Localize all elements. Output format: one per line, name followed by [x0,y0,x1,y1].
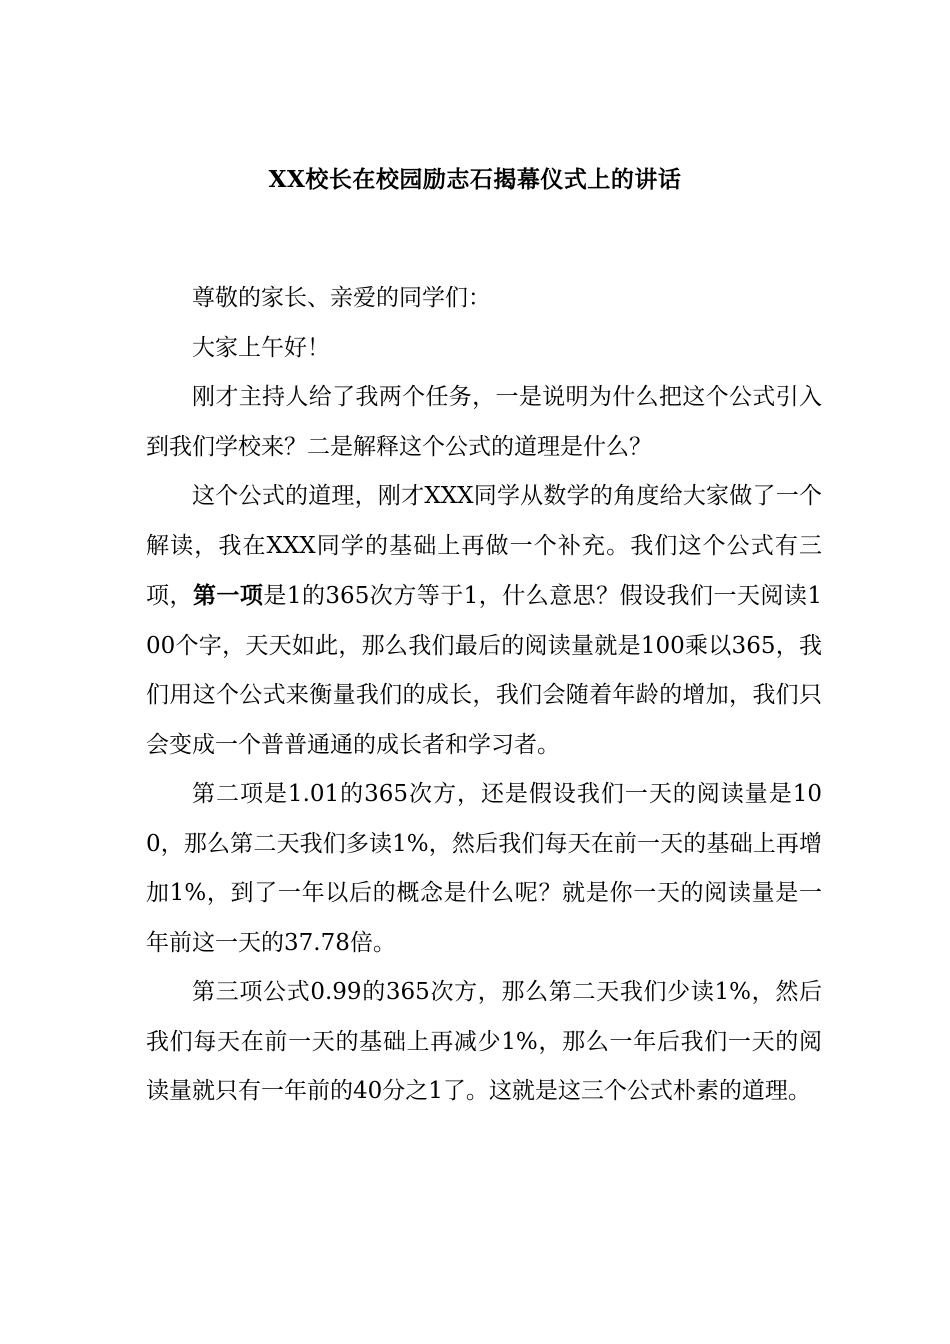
paragraph-first-term-intro: 这个公式的道理，刚才XXX同学从数学的角度给大家做了一个解读，我在XXX同学的基础上再做一个补充。我们这个公式有三项， [146,483,822,609]
paragraph-tasks: 刚才主持人给了我两个任务，一是说明为什么把这个公式引入到我们学校来？二是解释这个公式的道理是什么？ [146,384,822,460]
paragraph-first-term-rest: 是1的365次方等于1，什么意思？假设我们一天阅读100个字，天天如此，那么我们最后的阅读量就是100乘以365，我们用这个公式来衡量我们的成长，我们会随着年龄的增加，我们只会变成一个普普通通的成长者和学习者。 [146,583,823,758]
first-term-bold-label: 第一项 [192,582,264,609]
paragraph-second-term: 第二项是1.01的365次方，还是假设我们一天的阅读量是100，那么第二天我们多读1%，然后我们每天在前一天的基础上再增加1%，到了一年以后的概念是什么呢？就是你一天的阅读量是一年前这一天的37.78倍。 [146,781,822,956]
greeting-paragraph: 大家上午好！ [192,334,330,361]
paragraph-first-term [146,472,822,770]
document-title: XX校长在校园励志石揭幕仪式上的讲话 [268,166,682,193]
salutation-paragraph: 尊敬的家长、亲爱的同学们： [192,285,491,311]
paragraph-third-term: 第三项公式0.99的365次方，那么第二天我们少读1%，然后我们每天在前一天的基础上再减少1%，那么一年后我们一天的阅读量就只有一年前的40分之1了。这就是这三个公式朴素的道理。 [146,979,822,1104]
document-body [146,274,822,1117]
